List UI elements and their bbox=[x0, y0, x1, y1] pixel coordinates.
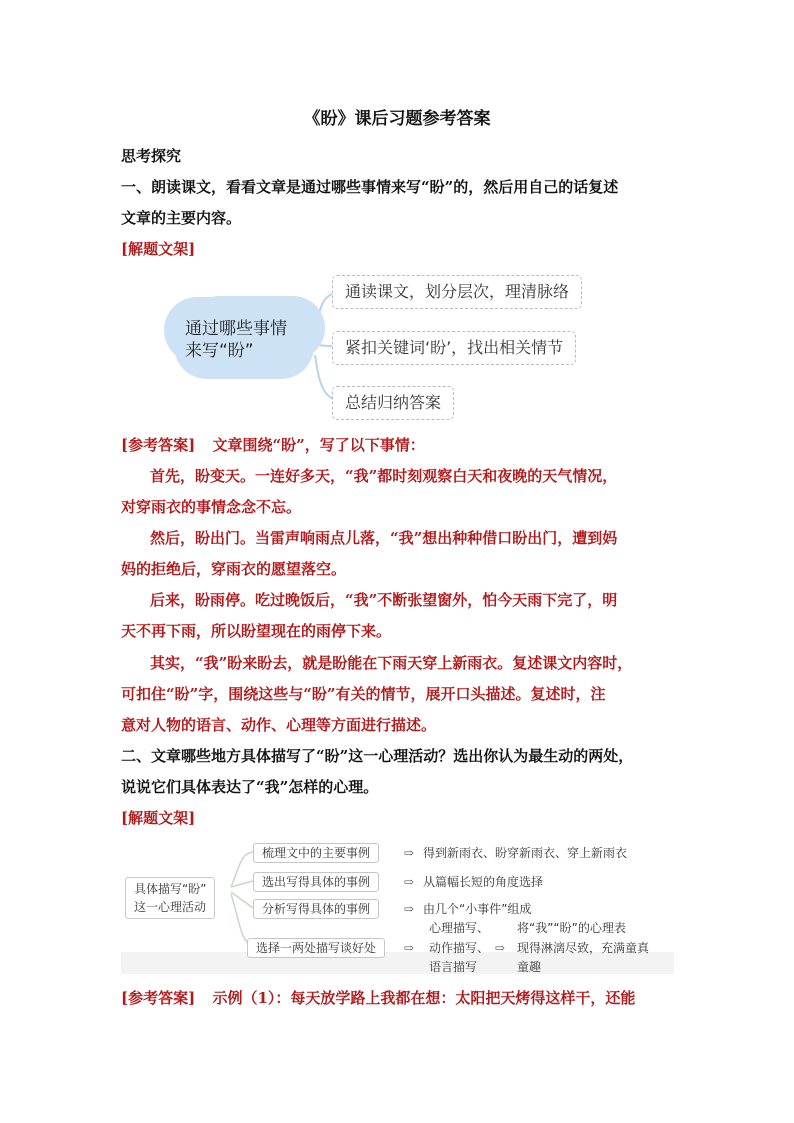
q1-p2-line2: 妈的拒绝后，穿雨衣的愿望落空。 bbox=[121, 560, 347, 578]
q1-p3-line1: 后来，盼雨停。吃过晚饭后，“我”不断张望窗外，怕今天雨下完了，明 bbox=[150, 591, 618, 609]
q1-p1-line2: 对穿雨衣的事情念念不忘。 bbox=[121, 498, 302, 516]
mindmap-center-line1: 通过哪些事情 bbox=[185, 319, 287, 339]
q2-center-line1: 具体描写“盼” bbox=[134, 882, 207, 896]
q1-p4-line1: 其实，“我”盼来盼去，就是盼能在下雨天穿上新雨衣。复述课文内容时， bbox=[150, 654, 633, 672]
q2-sub-left-1: 心理描写、 bbox=[429, 921, 490, 935]
q2-answer-text: 示例（1）：每天放学路上我都在想：太阳把天烤得这样干，还能 bbox=[212, 989, 636, 1007]
q1-p2-line1: 然后，盼出门。当雷声响雨点儿落，“我”想出种种借口盼出门，遭到妈 bbox=[150, 529, 618, 547]
q1-answer bbox=[121, 435, 425, 455]
q2-sub-right-2: 现得淋漓尽致，充满童真 bbox=[517, 941, 650, 955]
q1-p1-line1: 首先，盼变天。一连好多天，“我”都时刻观察白天和夜晚的天气情况， bbox=[150, 467, 618, 485]
arrow-icon: ⇨ bbox=[404, 902, 415, 916]
q2-answer bbox=[121, 988, 635, 1008]
q1-line2: 文章的主要内容。 bbox=[121, 209, 242, 227]
q2-step-4: 选择一两处描写谈好处 bbox=[247, 938, 385, 958]
q2-sub-right-3: 童趣 bbox=[517, 960, 542, 974]
q2-center-line2: 这一心理活动 bbox=[134, 900, 207, 914]
arrow-icon: ⇨ bbox=[495, 941, 506, 955]
mindmap-branch-2: 紧扣关键词‘盼’，找出相关情节 bbox=[332, 331, 576, 365]
q1-p3-line2: 天不再下雨，所以盼望现在的雨停下来。 bbox=[121, 622, 392, 640]
q2-jieti-label: [解题文架] bbox=[121, 809, 196, 827]
q2-step-1: 梳理文中的主要事例 bbox=[253, 843, 379, 863]
mindmap-branch-1: 通读课文，划分层次，理清脉络 bbox=[332, 275, 582, 309]
q1-answer-intro: 文章围绕“盼”，写了以下事情： bbox=[212, 436, 425, 454]
arrow-icon: ⇨ bbox=[404, 875, 415, 889]
q2-step-3: 分析写得具体的事例 bbox=[253, 899, 379, 919]
q2-sub-left-2: 动作描写、 bbox=[429, 941, 490, 955]
mindmap-branch-3: 总结归纳答案 bbox=[332, 386, 454, 420]
q2-step-2: 选出写得具体的事例 bbox=[253, 872, 379, 892]
q2-line1: 二、文章哪些地方具体描写了“盼”这一心理活动？选出你认为最生动的两处， bbox=[121, 747, 634, 765]
q2-line2: 说说它们具体表达了“我”怎样的心理。 bbox=[121, 778, 379, 796]
mindmap-center-text bbox=[185, 318, 287, 362]
q2-result-2: 从篇幅长短的角度选择 bbox=[423, 875, 544, 889]
q2-sub-right-1: 将“我”“盼”的心理表 bbox=[517, 921, 626, 935]
section-heading: 思考探究 bbox=[121, 147, 182, 165]
arrow-icon: ⇨ bbox=[404, 846, 415, 860]
arrow-icon: ⇨ bbox=[404, 941, 415, 955]
q2-diagram bbox=[121, 832, 674, 974]
q1-jieti-label: [解题文架] bbox=[121, 240, 196, 258]
page-title: 《盼》课后习题参考答案 bbox=[303, 109, 491, 129]
q2-result-1: 得到新雨衣、盼穿新雨衣、穿上新雨衣 bbox=[423, 846, 628, 860]
q2-sub-left-3: 语言描写 bbox=[429, 960, 478, 974]
q1-line1: 一、朗读课文，看看文章是通过哪些事情来写“盼”的，然后用自己的话复述 bbox=[121, 178, 619, 196]
q1-p4-line3: 意对人物的语言、动作、心理等方面进行描述。 bbox=[121, 716, 437, 734]
q2-diagram-center bbox=[125, 877, 215, 919]
q2-result-3: 由几个“小事件”组成 bbox=[423, 902, 532, 916]
q2-answer-label: [参考答案] bbox=[121, 989, 196, 1007]
q1-answer-label: [参考答案] bbox=[121, 436, 196, 454]
mindmap-center-line2: 来写“盼” bbox=[185, 341, 254, 361]
q1-p4-line2: 可扣住“盼”字，围绕这些与“盼”有关的情节，展开口头描述。复述时，注 bbox=[121, 685, 606, 703]
